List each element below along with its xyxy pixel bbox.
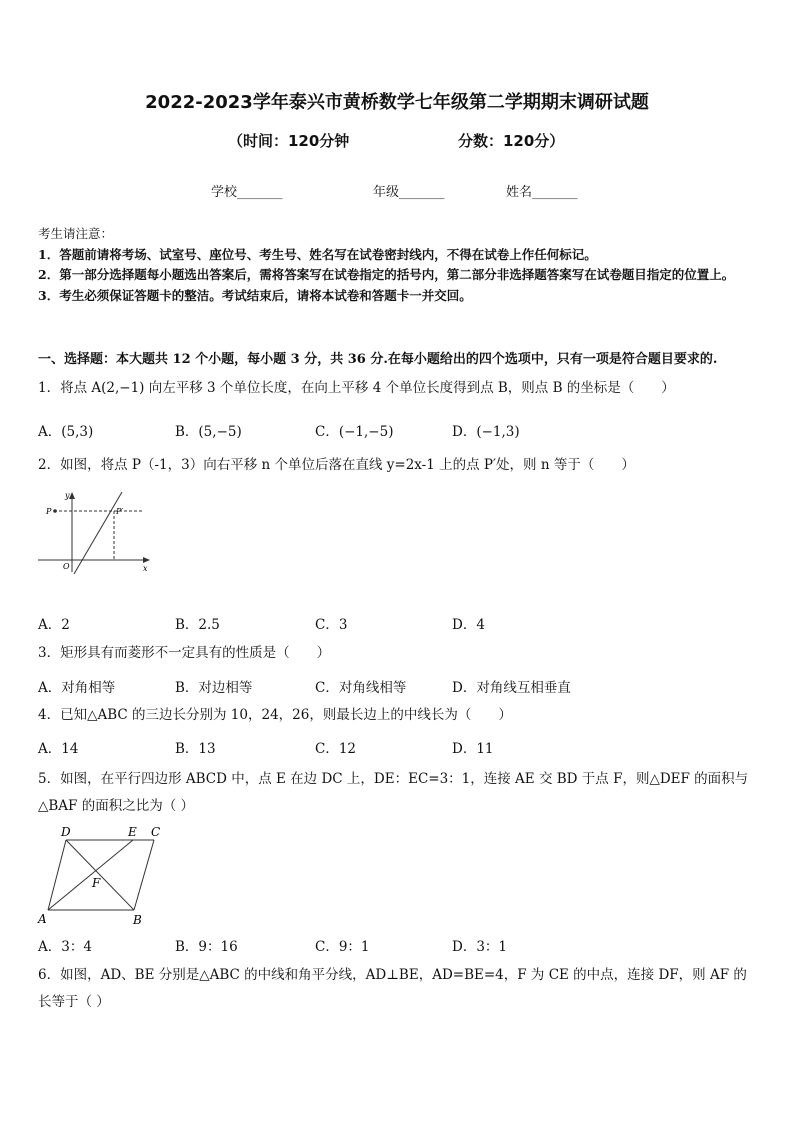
label-p-prime: P′: [116, 507, 124, 516]
label-y: y: [65, 491, 70, 500]
option-c[interactable]: C．3: [315, 617, 348, 633]
y-axis-arrow-icon: [69, 492, 75, 499]
question-1: 1．将点 A(2,−1) 向左平移 3 个单位长度，在向上平移 4 个单位长度得到点 B，则点 B 的坐标是（ ）: [38, 380, 675, 396]
side-cb: [134, 840, 154, 910]
question-4: 4．已知△ABC 的三边长分别为 10，24，26，则最长边上的中线长为（ ）: [38, 707, 512, 723]
x-axis-arrow-icon: [143, 557, 150, 563]
question-5-figure: [34, 824, 168, 928]
question-2-figure: [36, 488, 154, 574]
option-c[interactable]: C．9：1: [315, 939, 370, 955]
question-5-options: [38, 935, 760, 955]
exam-notes: [38, 224, 760, 306]
label-x: x: [143, 564, 148, 573]
note-item: 1．答题前请将考场、试室号、座位号、考生号、姓名写在试卷密封线内，不得在试卷上作任何标记。: [38, 246, 597, 262]
label-e: E: [128, 825, 137, 839]
label-c: C: [151, 825, 161, 839]
option-d[interactable]: D．对角线互相垂直: [452, 680, 571, 696]
option-b[interactable]: B．(5,−5): [175, 424, 242, 440]
note-item: 2．第一部分选择题每小题选出答案后，需将答案写在试卷指定的括号内，第二部分非选择题答案写在试卷题目指定的位置上。: [38, 267, 735, 282]
exam-title: 2022-2023学年泰兴市黄桥数学七年级第二学期期末调研试题: [145, 92, 649, 113]
question-2-options: [38, 613, 760, 633]
option-a[interactable]: A．(5,3): [38, 424, 94, 440]
point-p: [53, 509, 57, 513]
side-ad: [48, 840, 66, 910]
name-field[interactable]: 姓名_______: [506, 185, 578, 200]
label-d: D: [61, 825, 71, 839]
question-6: 6．如图，AD、BE 分别是△ABC 的中线和角平分线，AD⊥BE，AD=BE=4，F 为 CE 的中点，连接 DF，则 AF 的长等于（ ）: [38, 967, 747, 1010]
label-a: A: [38, 912, 47, 926]
option-c[interactable]: C．对角线相等: [315, 680, 407, 696]
option-d[interactable]: D．(−1,3): [452, 424, 520, 440]
question-3: 3．矩形具有而菱形不一定具有的性质是（ ）: [38, 645, 331, 661]
question-4-options: [38, 737, 760, 757]
option-a[interactable]: A．2: [38, 617, 70, 633]
option-d[interactable]: D．11: [452, 741, 494, 757]
option-a[interactable]: A．3：4: [38, 939, 92, 955]
option-c[interactable]: C．12: [315, 741, 357, 757]
question-1-options: [38, 420, 760, 440]
option-b[interactable]: B．对边相等: [175, 680, 253, 696]
line-y-2x-1: [74, 492, 122, 574]
segment-ae: [48, 840, 133, 910]
question-2: 2．如图，将点 P（-1，3）向右平移 n 个单位后落在直线 y=2x-1 上的点 P′处，则 n 等于（ ）: [38, 457, 635, 473]
question-5: 5．如图，在平行四边形 ABCD 中，点 E 在边 DC 上，DE：EC=3：1，连接 AE 交 BD 于点 F，则△DEF 的面积与△BAF 的面积之比为（ ）: [38, 771, 749, 814]
label-f: F: [92, 876, 101, 890]
option-a[interactable]: A．14: [38, 741, 79, 757]
exam-score: 分数：120分）: [458, 132, 565, 150]
option-d[interactable]: D．4: [452, 617, 485, 633]
segment-bd: [66, 840, 134, 910]
exam-time: （时间：120分钟: [228, 132, 350, 150]
section-heading: 一、选择题：本大题共 12 个小题，每小题 3 分，共 36 分.在每小题给出的四个选项中，只有一项是符合题目要求的.: [38, 352, 718, 367]
grade-field[interactable]: 年级_______: [373, 185, 445, 200]
label-o: O: [63, 562, 70, 571]
note-item: 3．考生必须保证答题卡的整洁。考试结束后，请将本试卷和答题卡一并交回。: [38, 287, 472, 303]
label-p: P: [46, 507, 52, 516]
option-d[interactable]: D．3：1: [452, 939, 508, 955]
option-c[interactable]: C．(−1,−5): [315, 424, 394, 440]
notes-heading: 考生请注意：: [38, 226, 114, 241]
question-3-options: [38, 676, 760, 696]
label-b: B: [133, 913, 142, 927]
option-b[interactable]: B．2.5: [175, 617, 220, 633]
school-field[interactable]: 学校_______: [211, 185, 283, 200]
option-b[interactable]: B．13: [175, 741, 216, 757]
option-b[interactable]: B．9：16: [175, 939, 238, 955]
option-a[interactable]: A．对角相等: [38, 680, 116, 696]
